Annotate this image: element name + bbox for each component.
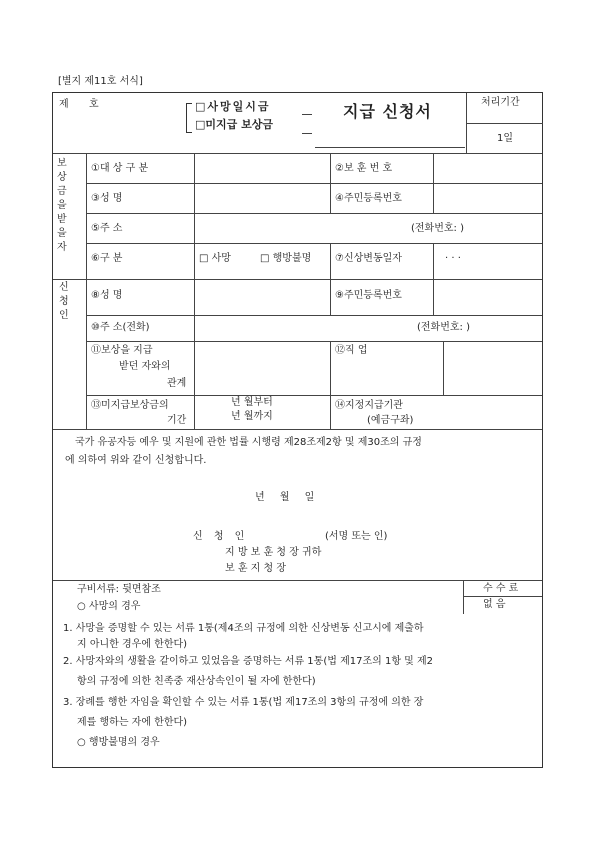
applicant-name-label: ⑧성 명 <box>91 290 123 301</box>
recipient-address-label: ⑤주 소 <box>91 223 123 234</box>
fee-label: 수 수 료 <box>483 583 519 594</box>
declaration-to-1: 지 방 보 훈 청 장 귀하 <box>225 547 322 558</box>
veteran-number-label: ②보 훈 번 호 <box>335 163 393 174</box>
type-label: ⑥구 분 <box>91 253 123 264</box>
job-label: ⑫직 업 <box>335 345 368 356</box>
recipient-name-label: ③성 명 <box>91 193 123 204</box>
type-option-missing[interactable]: □ 행방불명 <box>260 253 312 264</box>
number-label: 제 <box>59 99 69 110</box>
recipient-id-label: ④주민등록번호 <box>335 193 402 204</box>
documents-header: 구비서류: 뒷면참조 <box>77 584 161 595</box>
doc-item-1: 1. 사망을 증명할 수 있는 서류 1통(제4조의 규정에 의한 신상변동 신고시에 제출하 <box>63 623 424 634</box>
doc-item-2: 2. 사망자와의 생활을 같이하고 있었음을 증명하는 서류 1통(법 제17조의 1항 및 제2 <box>63 656 434 667</box>
form-label: [별지 제11호 서식] <box>58 76 143 87</box>
doc-item-3: 3. 장례를 행한 자임을 확인할 수 있는 서류 1통(법 제17조의 3항의 규정에 의한 장 <box>63 697 424 708</box>
period-label-2: 기간 <box>167 415 187 426</box>
form-title: 지급 신청서 <box>343 102 432 121</box>
period-to[interactable]: 년 월까지 <box>231 411 273 422</box>
period-label-1: ⑬미지급보상금의 <box>91 400 169 411</box>
recipient-phone: (전화번호: ) <box>411 223 464 234</box>
target-type-label: ①대 상 구 분 <box>91 163 149 174</box>
option-lump-sum[interactable]: □사망일시금 <box>195 100 271 113</box>
period-from[interactable]: 년 월부터 <box>231 397 273 408</box>
applicant-phone: (전화번호: ) <box>417 322 470 333</box>
bank-sub: (예금구좌) <box>367 415 414 426</box>
bank-label: ⑭지정지급기관 <box>335 400 403 411</box>
type-option-death[interactable]: □ 사망 <box>199 253 231 264</box>
case-missing: ○ 행방불명의 경우 <box>77 737 160 748</box>
relation-label-2: 받던 자와의 <box>119 361 171 372</box>
applicant-address-label: ⑩주 소(전화) <box>91 322 150 333</box>
declaration-applicant: 신 청 인 <box>193 531 249 542</box>
recipient-section-label: 보상금을 받을 자 <box>57 158 73 253</box>
applicant-section-label: 신청인 <box>59 282 69 321</box>
option-bracket <box>186 103 192 133</box>
declaration-to-2: 보 훈 지 청 장 <box>225 563 287 574</box>
relation-label-3: 관계 <box>167 378 187 389</box>
relation-label-1: ⑪보상을 지급 <box>91 345 153 356</box>
processing-label: 처리기간 <box>481 97 520 108</box>
status-change-date-label: ⑦신상변동일자 <box>335 253 402 264</box>
option-unpaid[interactable]: □미지급 보상금 <box>195 118 273 131</box>
applicant-id-label: ⑨주민등록번호 <box>335 290 402 301</box>
declaration-sign[interactable]: (서명 또는 인) <box>325 531 388 542</box>
processing-value: 1일 <box>497 133 514 144</box>
fee-value: 없 음 <box>483 599 506 610</box>
declaration-line1: 국가 유공자등 예우 및 지원에 관한 법률 시행령 제28조제2항 및 제30조의 규정 <box>75 437 422 448</box>
doc-item-2-cont: 항의 규정에 의한 친족중 재산상속인이 될 자에 한한다) <box>77 676 316 687</box>
case-death: ○ 사망의 경우 <box>77 601 141 612</box>
doc-item-3-cont: 제를 행하는 자에 한한다) <box>77 717 188 728</box>
declaration-line2: 에 의하여 위와 같이 신청합니다. <box>65 455 207 466</box>
application-form <box>52 92 543 768</box>
number-suffix: 호 <box>89 99 99 110</box>
doc-item-1-cont: 지 아니한 경우에 한한다) <box>77 639 188 650</box>
status-change-date-value[interactable]: · · · <box>445 253 461 264</box>
declaration-date[interactable]: 년 월 일 <box>255 492 321 503</box>
